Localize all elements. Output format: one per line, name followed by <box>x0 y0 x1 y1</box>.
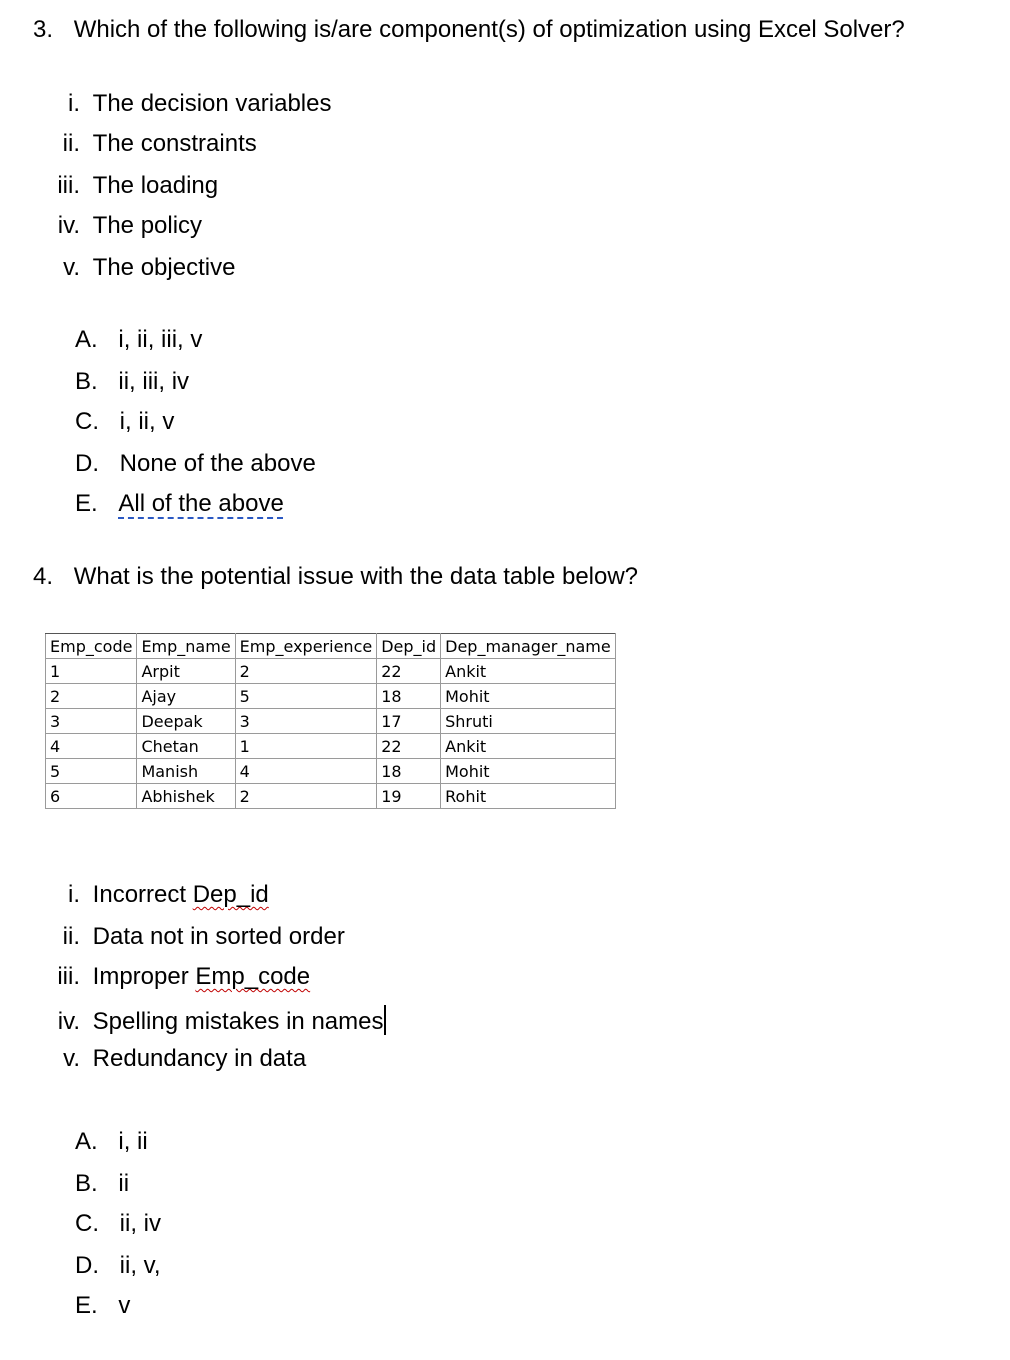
option-text: ii, iii, iv <box>118 368 190 395</box>
q4-item-1 <box>0 881 269 909</box>
q4-option-e <box>75 1292 130 1320</box>
q4-item-num: i. <box>68 881 80 908</box>
q4-item-2 <box>0 923 345 951</box>
table-row <box>46 684 616 709</box>
table-cell: 5 <box>46 759 137 784</box>
table-cell: 18 <box>377 759 441 784</box>
q4-item-num: iv. <box>57 1008 80 1035</box>
option-text: None of the above <box>119 450 316 477</box>
option-text: v <box>118 1292 131 1319</box>
spellcheck-marked-word: Emp_code <box>195 963 311 990</box>
table-row <box>46 659 616 684</box>
q4-option-a <box>75 1128 148 1156</box>
q3-item-2 <box>0 130 257 158</box>
q3-option-e <box>75 490 284 518</box>
table-cell: 3 <box>46 709 137 734</box>
q3-item-num: v. <box>63 254 80 281</box>
option-text: All of the above <box>118 490 284 517</box>
table-cell: Arpit <box>137 659 235 684</box>
table-cell: Chetan <box>137 734 235 759</box>
option-letter: C. <box>75 1210 99 1237</box>
table-cell: Deepak <box>137 709 235 734</box>
table-cell: 22 <box>377 734 441 759</box>
table-cell: 18 <box>377 684 441 709</box>
q4-option-c <box>75 1210 161 1238</box>
question-4-number: 4. <box>33 563 54 590</box>
option-text: i, ii, v <box>119 408 175 435</box>
q3-option-b <box>75 368 189 396</box>
table-cell: 1 <box>235 734 377 759</box>
table-cell: Shruti <box>441 709 616 734</box>
question-4 <box>33 563 638 591</box>
q4-item-text: Data not in sorted order <box>92 923 345 950</box>
table-cell: Ajay <box>137 684 235 709</box>
q4-item-text <box>93 963 310 990</box>
option-letter: C. <box>75 408 99 435</box>
table-cell: 4 <box>46 734 137 759</box>
option-letter: A. <box>75 1128 98 1155</box>
option-text: ii, iv <box>119 1210 162 1237</box>
q3-item-5 <box>0 254 235 282</box>
option-text: i, ii <box>118 1128 148 1155</box>
q3-item-text: The objective <box>92 254 236 281</box>
option-letter: B. <box>75 368 98 395</box>
table-row <box>46 709 616 734</box>
table-cell: Manish <box>137 759 235 784</box>
q3-item-4 <box>0 212 202 240</box>
q3-item-num: iv. <box>57 212 80 239</box>
q3-option-a <box>75 326 202 354</box>
column-header: Emp_code <box>46 634 137 659</box>
option-text: ii <box>118 1170 130 1197</box>
table-cell: 1 <box>46 659 137 684</box>
table-cell: 19 <box>377 784 441 809</box>
table-cell: 17 <box>377 709 441 734</box>
q3-item-text: The policy <box>92 212 203 239</box>
option-letter: D. <box>75 450 99 477</box>
q3-item-text: The loading <box>92 172 219 199</box>
question-4-text: What is the potential issue with the data table below? <box>73 563 639 590</box>
text-cursor <box>384 1005 386 1035</box>
table-cell: 4 <box>235 759 377 784</box>
table-cell: 2 <box>46 684 137 709</box>
table-row <box>46 734 616 759</box>
question-3-number: 3. <box>33 16 54 43</box>
q4-item-num: iii. <box>57 963 80 990</box>
q4-item-text <box>93 1008 387 1035</box>
table-cell: 3 <box>235 709 377 734</box>
option-letter: B. <box>75 1170 98 1197</box>
q4-item-5 <box>0 1045 306 1073</box>
table-cell: 2 <box>235 784 377 809</box>
column-header: Dep_manager_name <box>441 634 616 659</box>
q4-item-text: Redundancy in data <box>92 1045 307 1072</box>
q4-item-text-plain: Improper <box>92 963 196 990</box>
q3-item-1 <box>0 90 331 118</box>
table-header-row <box>46 634 616 659</box>
q3-item-num: i. <box>68 90 80 117</box>
table-cell: 2 <box>235 659 377 684</box>
q4-item-num: ii. <box>62 923 80 950</box>
table-cell: Mohit <box>441 759 616 784</box>
table-cell: Abhishek <box>137 784 235 809</box>
q3-item-3 <box>0 172 218 200</box>
q4-item-3 <box>0 963 310 991</box>
q4-item-4 <box>0 1005 386 1036</box>
q3-item-num: iii. <box>57 172 80 199</box>
q4-option-b <box>75 1170 129 1198</box>
table-row <box>46 759 616 784</box>
q4-option-d <box>75 1252 161 1280</box>
q4-item-text-plain: Incorrect <box>92 881 193 908</box>
table-cell: 5 <box>235 684 377 709</box>
employee-data-table <box>45 633 616 809</box>
q3-option-c <box>75 408 174 436</box>
table-cell: 22 <box>377 659 441 684</box>
column-header: Dep_id <box>377 634 441 659</box>
option-letter: E. <box>75 1292 98 1319</box>
column-header: Emp_experience <box>235 634 377 659</box>
spellcheck-marked-word: Dep_id <box>192 881 269 908</box>
q3-item-text: The decision variables <box>92 90 332 117</box>
table-cell: Ankit <box>441 659 616 684</box>
option-letter: E. <box>75 490 98 517</box>
q4-item-text-plain: Spelling mistakes in names <box>92 1008 384 1035</box>
option-letter: A. <box>75 326 98 353</box>
q3-option-d <box>75 450 316 478</box>
table-cell: Mohit <box>441 684 616 709</box>
option-text: ii, v, <box>119 1252 161 1279</box>
table-cell: 6 <box>46 784 137 809</box>
option-text: i, ii, iii, v <box>118 326 203 353</box>
table-cell: Ankit <box>441 734 616 759</box>
table-cell: Rohit <box>441 784 616 809</box>
question-3 <box>33 16 905 44</box>
q4-item-text <box>93 881 269 908</box>
table-row <box>46 784 616 809</box>
q4-item-num: v. <box>63 1045 80 1072</box>
question-3-text: Which of the following is/are component(s) of optimization using Excel Solver? <box>73 16 905 43</box>
option-letter: D. <box>75 1252 99 1279</box>
q3-item-text: The constraints <box>92 130 257 157</box>
q3-item-num: ii. <box>62 130 80 157</box>
column-header: Emp_name <box>137 634 235 659</box>
